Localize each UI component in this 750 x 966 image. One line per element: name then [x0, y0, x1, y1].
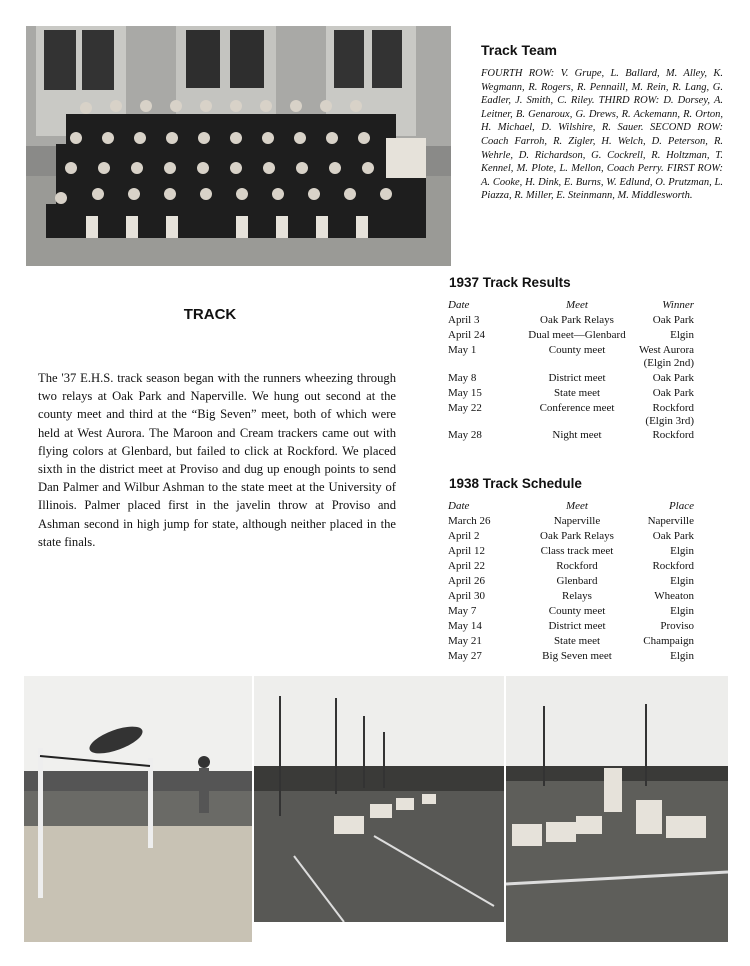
row-place: Proviso [660, 620, 694, 632]
table-row [448, 515, 694, 530]
table-row [448, 314, 694, 329]
row-date: April 22 [448, 560, 485, 572]
table-row [448, 545, 694, 560]
row-date: May 22 [448, 402, 482, 414]
table-row [448, 387, 694, 402]
table-row [448, 650, 694, 665]
table-row [448, 344, 694, 369]
row-winner-note: (Elgin 3rd) [645, 415, 694, 427]
table-row [448, 372, 694, 387]
row-place: Elgin [670, 575, 694, 587]
row-date: May 27 [448, 650, 482, 662]
row-meet: Naperville [553, 515, 601, 527]
row-meet: State meet [553, 387, 601, 399]
row-winner: Rockford [652, 402, 694, 414]
team-caption-title: Track Team [481, 42, 558, 58]
table-row [448, 329, 694, 344]
row-meet: Oak Park Relays [540, 530, 614, 542]
row-date: May 28 [448, 429, 482, 441]
row-meet: County meet [548, 605, 606, 617]
row-winner: Oak Park [652, 387, 694, 399]
sprint-start-photo [254, 676, 504, 922]
row-meet: District meet [548, 372, 606, 384]
row-meet: Dual meet—Glenbard [528, 329, 626, 341]
row-winner: Oak Park [652, 314, 694, 326]
results-header-row [448, 299, 694, 314]
row-meet: Night meet [552, 429, 602, 441]
row-date: May 15 [448, 387, 482, 399]
team-resting-photo [506, 676, 728, 942]
row-place: Rockford [652, 560, 694, 572]
row-date: April 24 [448, 329, 485, 341]
table-row [448, 429, 694, 444]
table-row [448, 605, 694, 620]
row-meet: State meet [553, 635, 601, 647]
row-meet: Big Seven meet [542, 650, 612, 662]
row-date: March 26 [448, 515, 491, 527]
row-date: April 30 [448, 590, 485, 602]
track-body-text: The '37 E.H.S. track season began with the runners wheezing through two relays at Oak Park and Naperville. We hung out second at the county meet and third at the “Big Seven” meet, both of which were held at West Aurora. The Maroon and Cream trackers came out with flying colors at Glenbard, but failed to click at Rockford. We placed sixth in the district meet at Proviso and dug up enough points to send Dan Palmer and Wilbur Ashman to the state meet at the University of Illinois. Palmer placed first in the javelin throw at Proviso and Ashman second in high jump for state, although neither placed in the state finals. [38, 371, 396, 549]
row-place: Wheaton [654, 590, 694, 602]
table-row [448, 620, 694, 635]
row-meet: Class track meet [540, 545, 614, 557]
results-1937-title: 1937 Track Results [449, 275, 571, 290]
table-row [448, 402, 694, 427]
row-meet: District meet [548, 620, 606, 632]
row-winner: Elgin [670, 329, 694, 341]
track-title: TRACK [183, 306, 237, 323]
header-place: Place [668, 500, 694, 512]
row-date: May 1 [448, 344, 477, 356]
row-date: April 3 [448, 314, 480, 326]
row-meet: Glenbard [556, 575, 598, 587]
row-meet: Rockford [556, 560, 598, 572]
row-winner: West Aurora [638, 344, 694, 356]
table-row [448, 590, 694, 605]
table-row [448, 530, 694, 545]
row-meet: Oak Park Relays [540, 314, 614, 326]
high-jump-photo [24, 676, 252, 942]
team-caption-text: FOURTH ROW: V. Grupe, L. Ballard, M. Alley, K. Wegmann, R. Rogers, R. Pennaill, M. Rein, R. Lang, G. Eadler, J. Smith, C. Riley. THIRD ROW: D. Dorsey, A. Leitner, B. Genaroux, G. Drews, R. Ackemann, R. Orton, H. Michael, D. Wilshire, R. Sauer. SECOND ROW: Coach Farroh, R. Zigler, H. Welch, D. Peterson, R. Wehrle, D. Richardson, G. Cockrell, R. Holtzman, T. Kennel, M. Plote, L. Mellon, Coach Perry. FIRST ROW: A. Cooke, H. Dink, E. Burns, W. Edlund, O. Prutzman, L. Piazza, R. Miller, E. Steinmann, M. Middlesworth. [481, 68, 723, 202]
header-meet: Meet [566, 299, 588, 311]
header-date: Date [448, 500, 470, 512]
row-place: Elgin [670, 605, 694, 617]
row-meet: County meet [548, 344, 606, 356]
schedule-header-row [448, 500, 694, 515]
row-place: Oak Park [652, 530, 694, 542]
header-winner: Winner [662, 299, 694, 311]
table-row [448, 560, 694, 575]
team-photo [26, 26, 451, 266]
row-date: April 26 [448, 575, 485, 587]
row-date: April 2 [448, 530, 480, 542]
row-date: May 14 [448, 620, 482, 632]
header-meet: Meet [566, 500, 588, 512]
schedule-1938-title: 1938 Track Schedule [449, 476, 582, 491]
row-date: May 7 [448, 605, 477, 617]
row-place: Elgin [670, 650, 694, 662]
header-date: Date [448, 299, 470, 311]
row-place: Elgin [670, 545, 694, 557]
row-winner: Oak Park [652, 372, 694, 384]
row-meet: Relays [562, 590, 592, 602]
row-date: April 12 [448, 545, 485, 557]
row-meet: Conference meet [539, 402, 615, 414]
row-date: May 21 [448, 635, 482, 647]
row-place: Naperville [647, 515, 694, 527]
table-row [448, 635, 694, 650]
table-row [448, 575, 694, 590]
row-date: May 8 [448, 372, 477, 384]
row-place: Champaign [643, 635, 694, 647]
row-winner: Rockford [652, 429, 694, 441]
row-winner-note: (Elgin 2nd) [643, 357, 694, 369]
